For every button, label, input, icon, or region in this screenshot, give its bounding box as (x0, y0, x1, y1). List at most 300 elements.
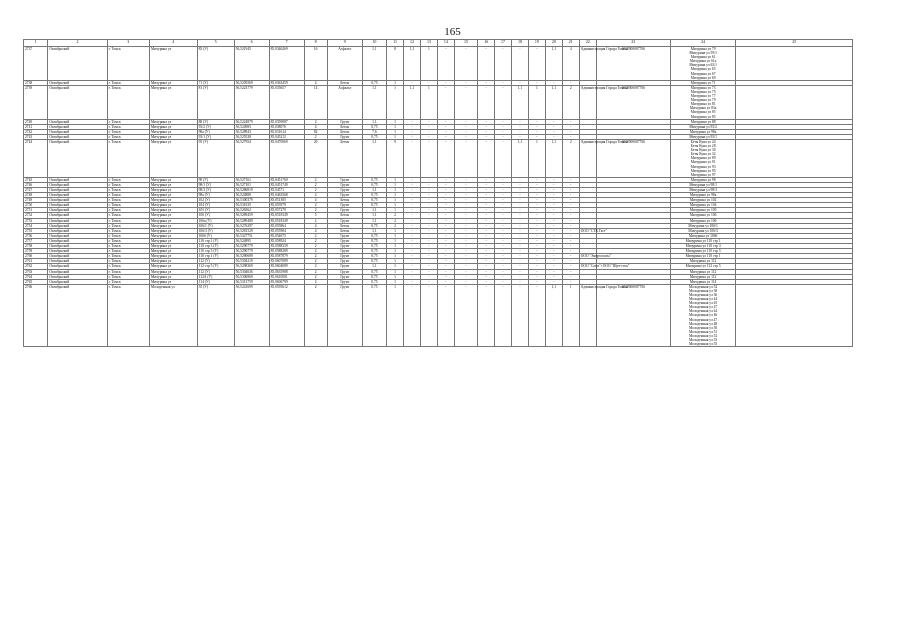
address-item: Молодежная ул 47 (688, 317, 718, 322)
table-cell: 2 (304, 182, 327, 187)
table-cell: 2742 (24, 129, 48, 134)
table-cell: - (478, 177, 495, 182)
table-cell: - (562, 274, 579, 279)
address-item: Мичурина ул 110 стр 1 (685, 254, 721, 259)
table-cell: 1 (387, 233, 404, 238)
table-cell: г. Томск (107, 249, 149, 254)
table-cell: Мичурина ул (149, 233, 197, 238)
address-item: Мичурина ул 106/1 (688, 223, 718, 228)
table-cell: - (437, 119, 454, 124)
table-cell: - (454, 124, 477, 129)
table-cell: 56,5241699 (234, 284, 269, 346)
table-cell: - (478, 264, 495, 269)
table-cell: Мичурина ул (149, 182, 197, 187)
table-cell: г. Томск (107, 47, 149, 81)
address-item: Мичурина ул 98а (689, 129, 717, 134)
address-item: Мичурина ул 93/2 (689, 124, 717, 129)
table-cell: - (420, 198, 437, 203)
table-cell: Грунт (327, 193, 362, 198)
table-cell: - (437, 198, 454, 203)
table-cell: - (528, 228, 545, 233)
table-cell: Октябрьский (48, 254, 107, 259)
table-cell: Мичурина ул (149, 203, 197, 208)
table-cell: 2 (304, 269, 327, 274)
table-cell: 1,1 (362, 139, 386, 177)
address-item: Мичурина ул 61 (690, 55, 716, 60)
table-cell: - (512, 223, 529, 228)
table-cell: - (495, 188, 512, 193)
table-cell: - (454, 203, 477, 208)
table-cell: - (545, 223, 562, 228)
table-cell: Октябрьский (48, 249, 107, 254)
table-cell: - (478, 274, 495, 279)
table-cell: 20 (304, 139, 327, 177)
address-item: Молодежная ул 55 (688, 342, 718, 347)
table-cell: г. Томск (107, 279, 149, 284)
table-cell: 55 (У) (197, 284, 234, 346)
table-cell: 1,1 (362, 264, 386, 269)
table-cell: 56,531635 (234, 203, 269, 208)
table-cell: 2 (304, 259, 327, 264)
table-cell: - (495, 223, 512, 228)
column-header: 24 (670, 40, 736, 47)
table-cell: Мичурина ул (149, 85, 197, 119)
address-item: Мичурина ул 102 (689, 198, 717, 203)
table-cell: - (420, 139, 437, 177)
table-cell: 2766 (24, 284, 48, 346)
table-cell: - (404, 284, 421, 346)
table-cell: - (454, 193, 477, 198)
table-cell: Грунт (327, 182, 362, 187)
address-item: Мичурина ул 104 (689, 203, 717, 208)
table-cell: Мичурина ул (149, 249, 197, 254)
table-cell: 0,75 (362, 244, 386, 249)
address-item: Мичурина ул 114 (689, 279, 717, 284)
table-cell: Октябрьский (48, 279, 107, 284)
table-cell: - (512, 259, 529, 264)
table-cell: Октябрьский (48, 264, 107, 269)
table-cell: - (495, 218, 512, 223)
column-header: 7 (269, 40, 304, 47)
table-cell: - (420, 228, 437, 233)
table-cell: - (562, 279, 579, 284)
table-cell: - (528, 249, 545, 254)
address-item: Мичурина ул 106 (689, 213, 717, 218)
table-cell: - (454, 284, 477, 346)
table-cell: 2 (387, 218, 404, 223)
table-cell: 2 (304, 177, 327, 182)
column-header: 3 (107, 40, 149, 47)
table-cell: Мичурина ул (149, 254, 197, 259)
table-cell: 112 (У) (197, 269, 234, 274)
table-cell: 98а (У) (197, 129, 234, 134)
address-item: Мичурина ул 110 стр 1 (685, 238, 721, 243)
column-header: 17 (495, 40, 512, 47)
table-cell: 1,1 (362, 218, 386, 223)
table-cell: - (478, 223, 495, 228)
table-cell: - (545, 228, 562, 233)
table-cell: - (545, 254, 562, 259)
table-cell: 110 стр 1 (У) (197, 254, 234, 259)
table-cell: - (404, 254, 421, 259)
table-cell: г. Томск (107, 264, 149, 269)
table-cell: - (495, 177, 512, 182)
table-cell: - (528, 134, 545, 139)
table-cell: Мичурина ул (149, 134, 197, 139)
table-cell: 2748 (24, 193, 48, 198)
address-item: Мичурина ул 77 (690, 94, 716, 99)
address-item: Молодежная ул 51 (688, 329, 718, 334)
table-cell: 1 (387, 134, 404, 139)
table-cell: 85,0604089 (269, 264, 304, 269)
table-cell: 85,053979 (269, 203, 304, 208)
table-cell: 56,527161 (234, 177, 269, 182)
table-cell: - (404, 208, 421, 213)
table-cell: 2 (304, 244, 327, 249)
table-cell: 85,051385 (269, 198, 304, 203)
table-cell: Октябрьский (48, 85, 107, 119)
table-cell: - (528, 80, 545, 85)
table-cell: 85,0595612 (269, 284, 304, 346)
table-cell: 0,75 (362, 198, 386, 203)
table-cell: - (495, 213, 512, 218)
table-cell: - (495, 238, 512, 243)
table-cell: - (404, 238, 421, 243)
column-header: 10 (362, 40, 386, 47)
address-item: Молодежная ул 36 (688, 292, 718, 297)
table-cell: Бетон (327, 198, 362, 203)
table-cell: г. Томск (107, 284, 149, 346)
address-item: Мичурина ул 79 (690, 98, 716, 103)
table-cell: - (562, 244, 579, 249)
table-cell: - (420, 182, 437, 187)
table-cell: 98/3 (У) (197, 188, 234, 193)
table-cell: - (562, 223, 579, 228)
table-cell: г. Томск (107, 129, 149, 134)
table-cell: - (478, 249, 495, 254)
table-cell: 1,1 (362, 119, 386, 124)
table-cell: - (528, 223, 545, 228)
table-cell: 2 (304, 119, 327, 124)
table-cell: - (478, 208, 495, 213)
table-cell: - (545, 80, 562, 85)
table-cell (736, 139, 853, 177)
table-cell: - (528, 203, 545, 208)
table-cell: - (495, 274, 512, 279)
table-cell: - (528, 218, 545, 223)
table-cell: 1,1 (404, 47, 421, 81)
table-row (24, 139, 853, 177)
table-cell: Мичурина ул (149, 208, 197, 213)
table-cell: Молодежная ул (149, 284, 197, 346)
table-cell: 110 стр 1 (У) (197, 238, 234, 243)
table-cell: 56,5327751 (234, 233, 269, 238)
table-cell: 1 (387, 284, 404, 346)
table-cell: - (420, 203, 437, 208)
table-cell: 2757 (24, 238, 48, 243)
table-cell: 2 (304, 203, 327, 208)
table-cell: ООО "Союз"+ООО "Щит-сток" (580, 264, 630, 269)
table-cell: 0,75 (362, 177, 386, 182)
table-cell: - (404, 177, 421, 182)
table-cell: 106б (У) (197, 233, 234, 238)
column-header: 15 (454, 40, 477, 47)
table-cell: - (437, 264, 454, 269)
table-cell: - (512, 264, 529, 269)
table-cell: - (454, 134, 477, 139)
table-cell: - (454, 244, 477, 249)
address-item: Мичурина ул 85 (690, 110, 716, 115)
table-cell: - (512, 249, 529, 254)
table-cell: - (437, 254, 454, 259)
table-cell: Октябрьский (48, 274, 107, 279)
table-cell: - (562, 129, 579, 134)
table-cell: Грунт (327, 284, 362, 346)
address-item: Молодежная ул 44 (688, 309, 718, 314)
column-header: 16 (478, 40, 495, 47)
table-cell: 4 (304, 124, 327, 129)
table-cell: - (454, 213, 477, 218)
table-cell: г. Томск (107, 182, 149, 187)
table-cell: 56,5313759 (234, 279, 269, 284)
table-cell: 1 (387, 188, 404, 193)
table-cell: 56,5281529 (234, 228, 269, 233)
table-cell: 56,5286819 (234, 188, 269, 193)
table-cell: г. Томск (107, 134, 149, 139)
table-cell: 1,1 (545, 139, 562, 177)
table-cell: - (404, 80, 421, 85)
address-item: Мичурина ул 73 (690, 85, 716, 90)
table-cell: - (437, 269, 454, 274)
column-header: 18 (512, 40, 529, 47)
address-item: Молодежная ул 45 (688, 301, 718, 306)
table-cell: Асфальт (327, 47, 362, 81)
table-cell: 2 (562, 85, 579, 119)
table-cell: г. Томск (107, 228, 149, 233)
table-cell: - (495, 182, 512, 187)
table-cell: - (420, 177, 437, 182)
table-cell: 5 (304, 213, 327, 218)
table-cell: - (528, 244, 545, 249)
table-cell: Октябрьский (48, 284, 107, 346)
address-item: Мичурина ул 81 (690, 102, 716, 107)
table-cell: 114 (У) (197, 279, 234, 284)
table-cell: 102 (У) (197, 198, 234, 203)
table-cell: 85,0463568 (269, 193, 304, 198)
table-cell: Грунт (327, 177, 362, 182)
table-cell: ООО "СТК Гаст" (580, 228, 608, 233)
table-cell: Мичурина ул (149, 80, 197, 85)
table-cell: 82 (304, 129, 327, 134)
table-cell: - (528, 213, 545, 218)
table-cell: Октябрьский (48, 269, 107, 274)
table-cell: - (404, 129, 421, 134)
table-cell: - (437, 223, 454, 228)
table-cell: Асфальт (327, 85, 362, 119)
table-cell: 2740 (24, 119, 48, 124)
table-cell: 104 (У) (197, 203, 234, 208)
table-cell: - (528, 47, 545, 81)
table-cell: - (420, 193, 437, 198)
table-cell: - (528, 284, 545, 346)
table-cell: - (454, 208, 477, 213)
table-cell: 85,0610001 (269, 274, 304, 279)
table-cell: 1 (387, 269, 404, 274)
table-cell: - (512, 218, 529, 223)
table-cell: Грунт (327, 274, 362, 279)
table-cell: 56,5298369 (234, 264, 269, 269)
table-cell: 110 стр 3 (У) (197, 244, 234, 249)
table-cell: - (528, 198, 545, 203)
table-cell: 2 (387, 213, 404, 218)
table-cell: 1 (387, 238, 404, 243)
table-cell: 0,75 (362, 274, 386, 279)
table-cell: 56,528943 (234, 129, 269, 134)
table-cell: Мичурина ул (149, 259, 197, 264)
column-header: 21 (562, 40, 579, 47)
table-cell: 56,5290689 (234, 254, 269, 259)
table-cell: - (454, 264, 477, 269)
column-header: 2 (48, 40, 107, 47)
table-cell: 56,5289459 (234, 213, 269, 218)
table-cell: - (478, 139, 495, 177)
table-cell: Мичурина ул (149, 213, 197, 218)
table-cell: - (545, 182, 562, 187)
table-cell: 56,521945 (234, 47, 269, 81)
table-cell: 2741 (24, 124, 48, 129)
table-cell: 0,75 (362, 254, 386, 259)
table-cell: - (404, 213, 421, 218)
table-cell: 0,75 (362, 134, 386, 139)
table-cell: - (404, 223, 421, 228)
table-cell: 1 (387, 244, 404, 249)
table-cell: - (528, 264, 545, 269)
table-cell: Октябрьский (48, 198, 107, 203)
column-header: 9 (327, 40, 362, 47)
table-cell: Грунт (327, 208, 362, 213)
table-cell: 1 (387, 129, 404, 134)
table-cell: - (478, 284, 495, 346)
address-item: Мичурина ул 112 стр 5 (685, 264, 721, 269)
table-cell: - (420, 129, 437, 134)
table-cell: 2760 (24, 254, 48, 259)
table-cell: 0,75 (362, 203, 386, 208)
table-cell: - (512, 208, 529, 213)
table-cell: Мичурина ул (149, 223, 197, 228)
table-cell: 2 (304, 218, 327, 223)
table-cell: - (495, 259, 512, 264)
table-cell: - (437, 47, 454, 81)
table-cell (670, 284, 736, 346)
table-cell: 1 (387, 249, 404, 254)
table-cell: 1,1 (512, 139, 529, 177)
address-item: Мичурина ул 71 (690, 80, 716, 85)
address-item: Мичурина ул 85 (690, 114, 716, 119)
table-cell: - (545, 218, 562, 223)
table-cell: - (478, 182, 495, 187)
table-cell: г. Томск (107, 274, 149, 279)
table-cell: 85,045212 (269, 134, 304, 139)
address-item: Молодежная ул 47 (688, 305, 718, 310)
table-cell: - (562, 177, 579, 182)
table-cell: Октябрьский (48, 203, 107, 208)
table-cell: 56,5304219 (234, 259, 269, 264)
table-cell: 85,0470069 (269, 139, 304, 177)
table-cell: - (437, 193, 454, 198)
table-cell: - (528, 124, 545, 129)
table-cell: 56,524888 (234, 193, 269, 198)
table-cell: Грунт (327, 279, 362, 284)
table-cell: 2754 (24, 223, 48, 228)
table-cell: Мичурина ул (149, 218, 197, 223)
address-item: Молодежная ул 48 (688, 321, 718, 326)
table-cell: - (454, 228, 477, 233)
table-cell: - (454, 223, 477, 228)
address-item: Мичурина ул 75 (690, 89, 716, 94)
table-cell: - (495, 139, 512, 177)
table-cell: 1037000087706 (596, 139, 670, 177)
table-cell: Мичурина ул (149, 177, 197, 182)
table-cell: - (437, 274, 454, 279)
table-cell: - (437, 134, 454, 139)
table-cell: Мичурина ул (149, 264, 197, 269)
table-cell: - (437, 249, 454, 254)
table-cell: - (437, 129, 454, 134)
table-cell: - (454, 129, 477, 134)
table-cell: г. Томск (107, 244, 149, 249)
table-cell: 1 (387, 254, 404, 259)
table-cell: Администрация Города Томска (579, 47, 596, 81)
table-cell: 7,6 (362, 129, 386, 134)
table-cell: - (545, 134, 562, 139)
table-cell: 2 (304, 238, 327, 243)
table-cell: Бетон (327, 129, 362, 134)
table-cell: - (495, 244, 512, 249)
table-cell: 8 (387, 47, 404, 81)
table-cell: г. Томск (107, 188, 149, 193)
table-cell: - (528, 254, 545, 259)
table-cell: - (495, 124, 512, 129)
table-cell: г. Томск (107, 85, 149, 119)
table-cell: 85,0588339 (269, 244, 304, 249)
address-item: Мичурина ул 83а (689, 106, 717, 111)
address-item: Мичурина ул 89 (690, 156, 716, 161)
table-cell: - (420, 244, 437, 249)
table-cell: - (478, 129, 495, 134)
table-cell: 2756 (24, 233, 48, 238)
table-cell: г. Томск (107, 213, 149, 218)
table-cell: - (545, 198, 562, 203)
table-cell: - (478, 218, 495, 223)
table-cell: - (528, 238, 545, 243)
table-cell: - (478, 119, 495, 124)
table-cell: Мичурина ул (149, 238, 197, 243)
table-cell: 1,1 (404, 85, 421, 119)
table-cell: - (420, 233, 437, 238)
table-cell: - (545, 269, 562, 274)
table-cell: 1,1 (362, 47, 386, 81)
table-cell: - (528, 188, 545, 193)
table-cell: - (512, 238, 529, 243)
table-cell: 105 (У) (197, 208, 234, 213)
table-cell: 9 (387, 139, 404, 177)
table-cell: - (562, 198, 579, 203)
table-cell: - (545, 249, 562, 254)
table-cell: - (420, 279, 437, 284)
table-cell: 2758 (24, 244, 48, 249)
address-item: Мичурина ул 61а (689, 59, 717, 64)
table-cell: 85,0588289 (269, 249, 304, 254)
